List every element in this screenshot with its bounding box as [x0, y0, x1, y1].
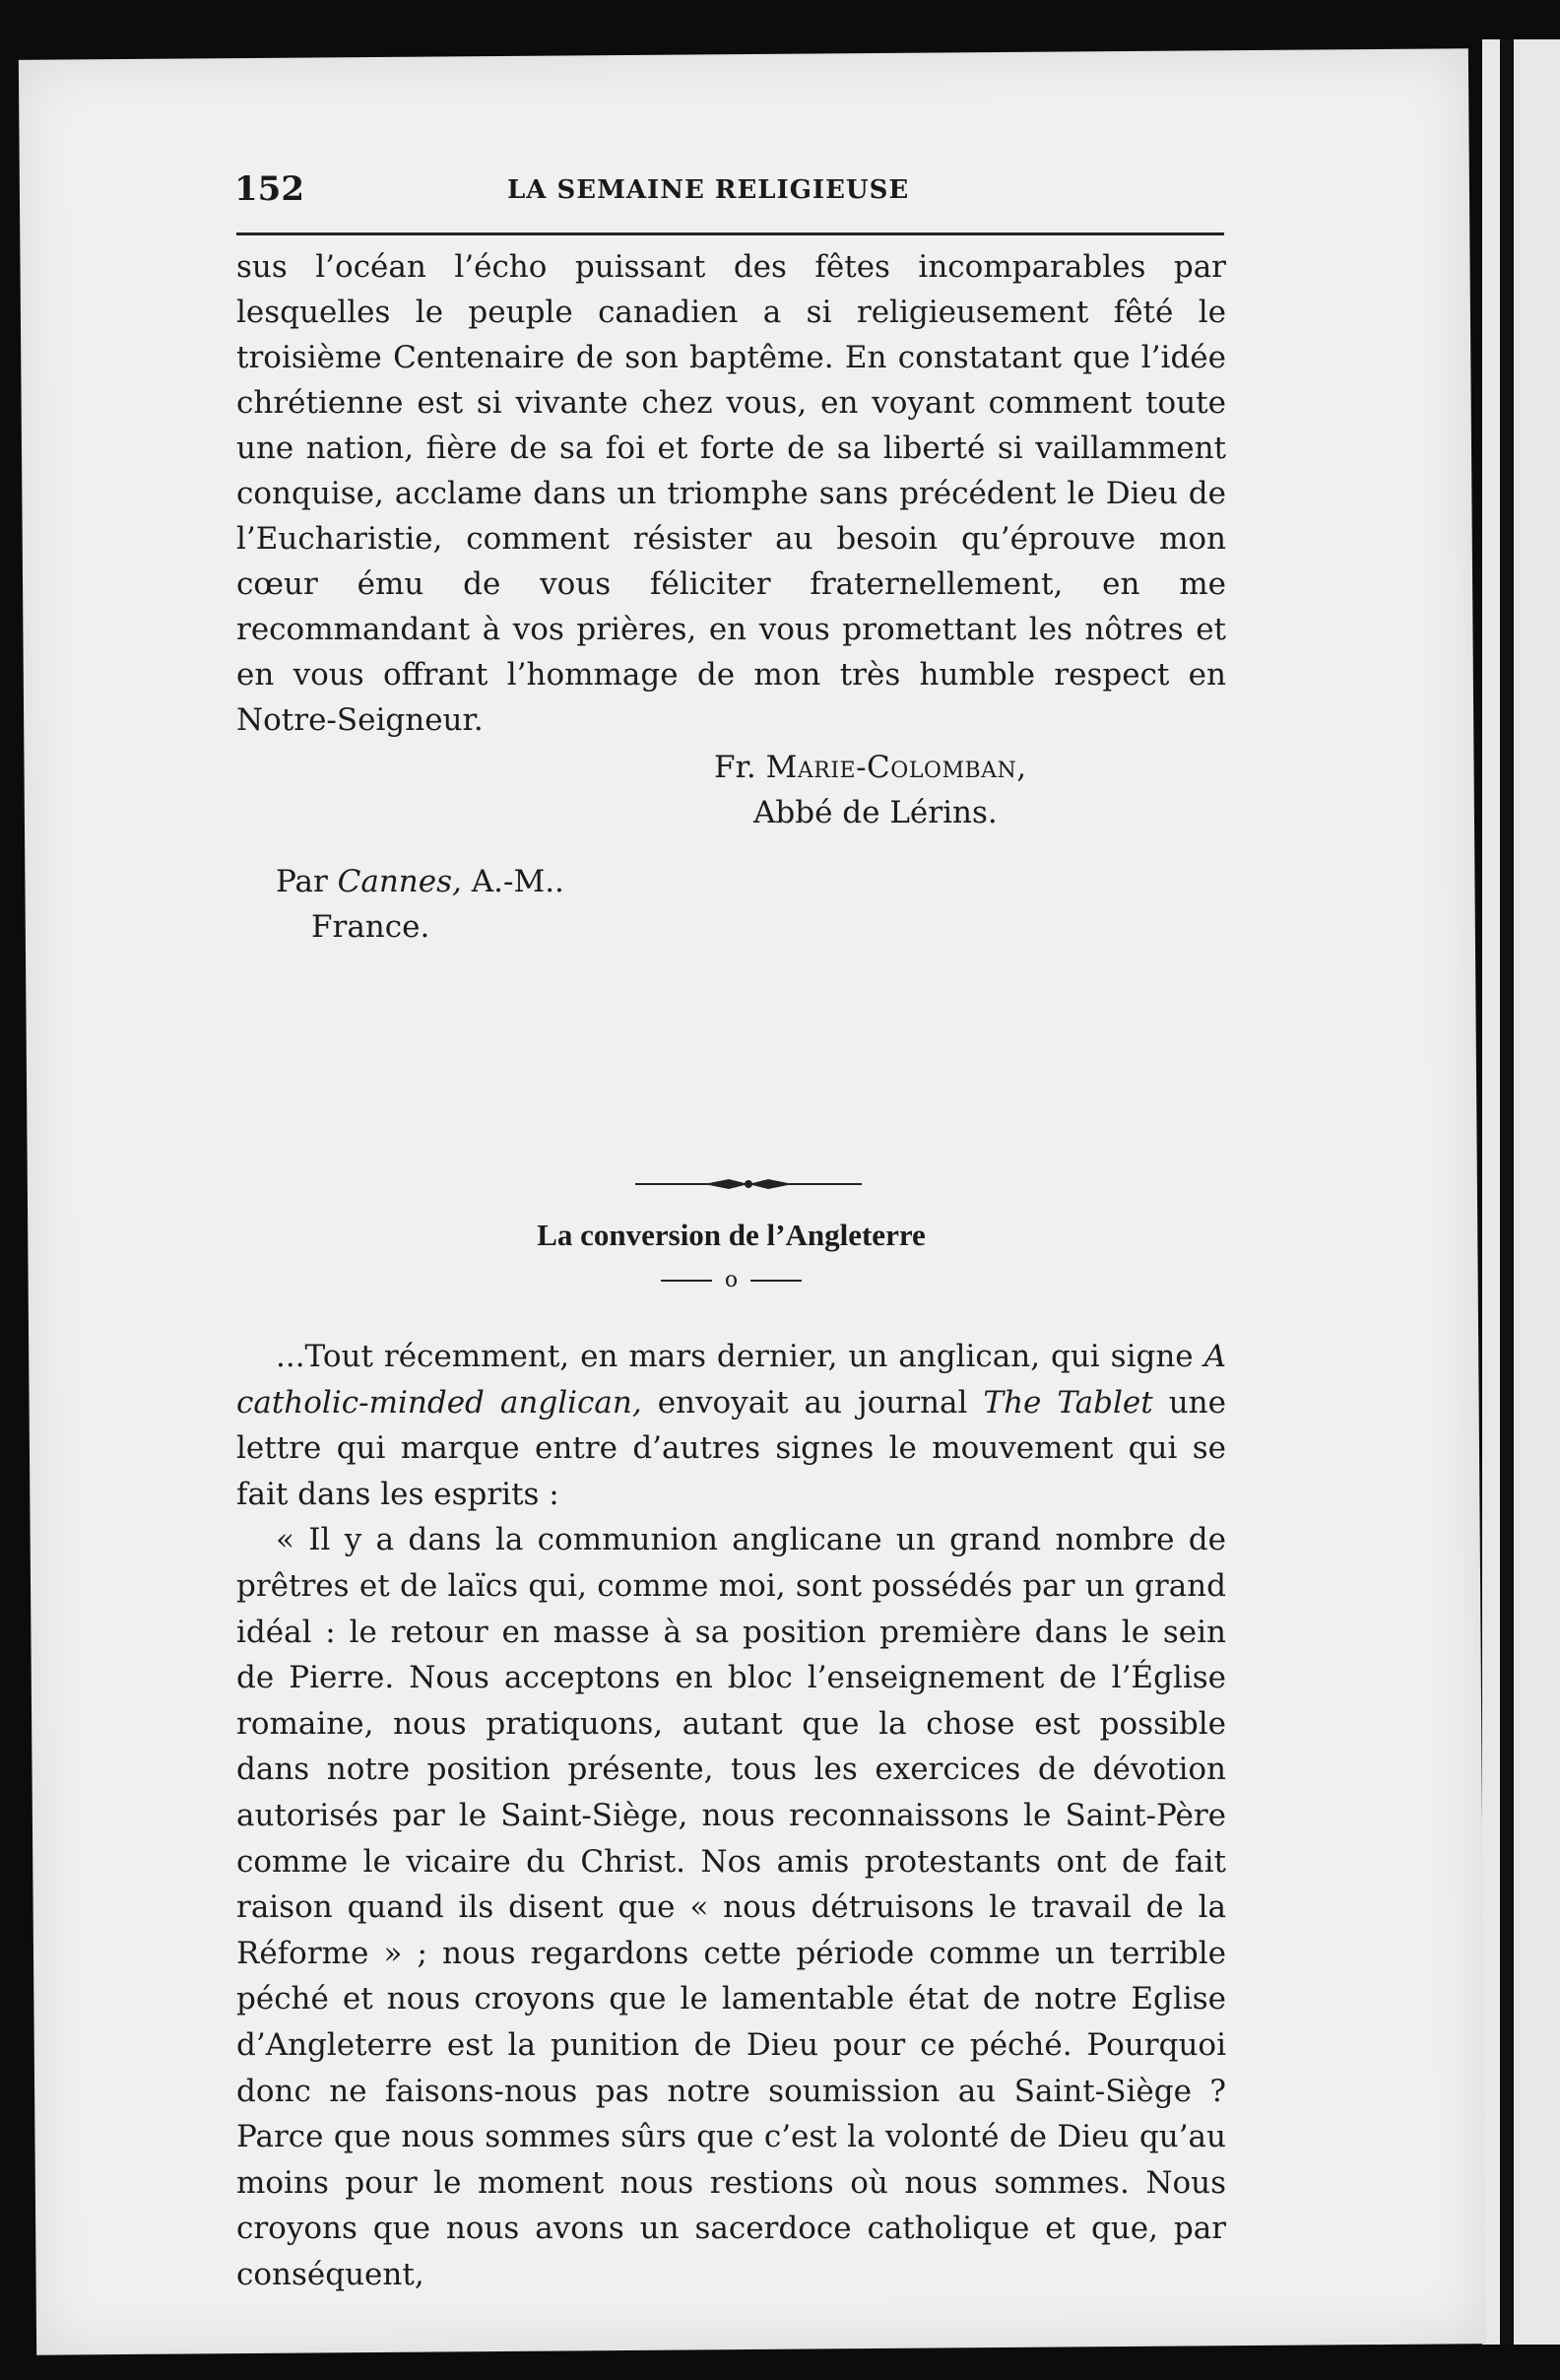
- article-text: [236, 1334, 1226, 2297]
- divider-bar-right: [750, 1280, 802, 1282]
- place-par: Par: [276, 864, 328, 899]
- signature-author: Marie-Colomban,: [765, 750, 1027, 785]
- intro-paragraph: [236, 1334, 1226, 1517]
- page-number: 152: [234, 169, 304, 209]
- place-city: Cannes,: [337, 864, 462, 899]
- divider-mark: o: [724, 1268, 739, 1292]
- opening-paragraph: sus l’océan l’écho puissant des fêtes incomparables par lesquelles le peuple canadien a si religieusement fêté le troisième Centenaire de son baptême. En constatant que l’idée chrétienne est si vivante chez vous, en voyant comment toute une nation, fière de sa foi et forte de sa liberté si vaillamment conquise, acclame dans un triomphe sans précédent le Dieu de l’Eucharistie, comment résister au besoin qu’éprouve mon cœur ému de vous féliciter fraternellement, en me recommandant à vos prières, en vous promettant les nôtres et en vous offrant l’hommage de mon très humble respect en Notre-Seigneur.: [236, 249, 1226, 738]
- place-block: [236, 859, 1226, 950]
- section-title: La conversion de l’Angleterre: [537, 1218, 926, 1252]
- place-country: France.: [311, 909, 430, 945]
- book-gutter: [1500, 39, 1514, 2345]
- facing-page-edge: [1482, 39, 1560, 2345]
- intro-part-2: envoyait au journal: [657, 1384, 968, 1421]
- signature-block: [236, 745, 1226, 835]
- section-divider: [236, 1269, 1226, 1292]
- intro-journal: The Tablet: [983, 1384, 1153, 1421]
- intro-signer: A catholic-minded anglican,: [236, 1339, 1226, 1421]
- page-header: [207, 165, 1241, 207]
- running-title: LA SEMAINE RELIGIEUSE: [507, 175, 910, 205]
- quote-paragraph: « Il y a dans la communion anglicane un grand nombre de prêtres et de laïcs qui, comme moi, sont possédés par un grand idéal : le retour en masse à sa position première dans le sein de Pierre. Nous acceptons en bloc l’enseignement de l’Église romaine, nous pratiquons, autant que la chose est possible dans notre position présente, tous les exercices de dévotion autorisés par le Saint-Siège, nous reconnaissons le Saint-Père comme le vicaire du Christ. Nos amis protestants ont de fait raison quand ils disent que « nous détruisons le travail de la Réforme » ; nous regardons cette période comme un terrible péché et nous croyons que le lamentable état de notre Eglise d’Angleterre est la punition de Dieu pour ce péché. Pourquoi donc ne faisons-nous pas notre soumission au Saint-Siège ? Parce que nous sommes sûrs que c’est la volonté de Dieu qu’au moins pour le moment nous restions où nous sommes. Nous croyons que nous avons un sacerdoce catholique et que, par conséquent,: [236, 1522, 1226, 2292]
- place-region: A.-M..: [471, 864, 564, 899]
- divider-bar-left: [661, 1280, 712, 1282]
- section-ornament: [635, 1175, 862, 1193]
- signature-name: [236, 745, 1226, 790]
- intro-part-1: ...Tout récemment, en mars dernier, un anglican, qui signe: [276, 1339, 1194, 1374]
- page-body: [236, 244, 1226, 2292]
- signature-title: Abbé de Lérins.: [753, 795, 998, 830]
- header-rule: [236, 232, 1224, 235]
- signature-prefix: Fr.: [714, 750, 756, 785]
- place-line-1: [276, 859, 1226, 904]
- intro-part-3: une lettre qui marque entre d’autres signes le mouvement qui se fait dans les esprits :: [236, 1384, 1226, 1512]
